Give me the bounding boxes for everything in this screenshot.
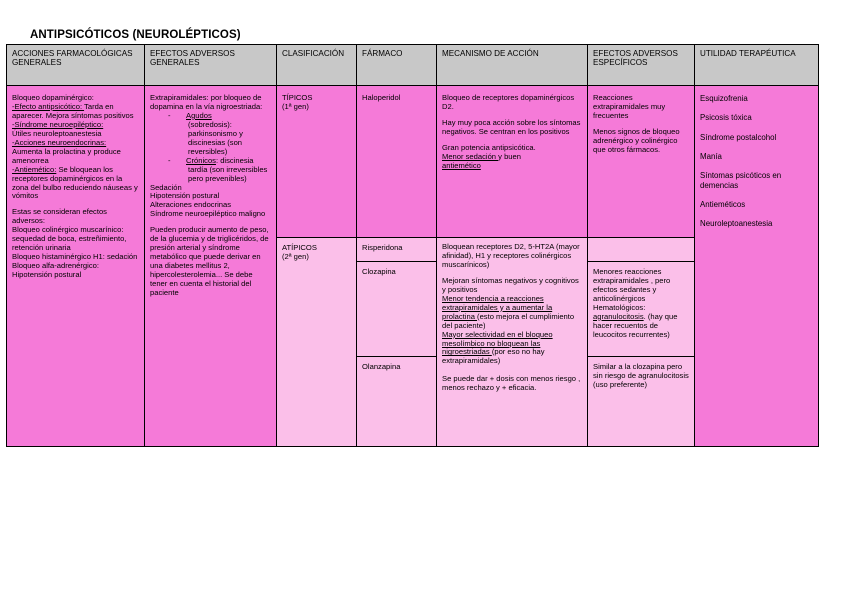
- header-efectos-generales: EFECTOS ADVERSOS GENERALES: [144, 44, 277, 86]
- efectos-sindrome-maligno: Síndrome neuroepiléptico maligno: [150, 209, 266, 219]
- mecanismo-atipicos-selectividad: [442, 331, 582, 367]
- bullet-agudos: -: [168, 110, 171, 120]
- especificos-olanzapina: Similar a la clozapina pero sin riesgo de agranulocitosis (uso preferente): [593, 362, 689, 389]
- farmaco-clozapina-cell: [356, 261, 437, 357]
- mecanismo-tipicos-bloqueo: Bloqueo de receptores dopaminérgicos D2.: [442, 93, 575, 111]
- header-farmaco: FÁRMACO: [356, 44, 437, 86]
- header-clasificacion: CLASIFICACIÓN: [276, 44, 357, 86]
- acciones-efecto-antipsicotico-text: Tarda en aparecer. Mejora síntomas positivos: [12, 101, 134, 120]
- utilidad-cell: [694, 85, 819, 447]
- efectos-cronicos-label: Crónicos: [186, 155, 216, 165]
- mecanismo-atipicos-extrapiramidales-text: (esto mejora el cumplimiento del paciente): [442, 311, 575, 330]
- utilidad-item: Síntomas psicóticos en demencias: [700, 171, 782, 190]
- acciones-efecto-antipsicotico: [12, 103, 139, 121]
- header-efectos-especificos: EFECTOS ADVERSOS ESPECÍFICOS: [587, 44, 695, 86]
- utilidad-list: [700, 94, 813, 229]
- acciones-cell: [6, 85, 145, 447]
- clasificacion-tipicos-gen: (1ª gen): [282, 101, 309, 111]
- especificos-clozapina-cell: [587, 261, 695, 357]
- efectos-agudos-text: (sobredosis): parkinsonismo y discinesias (son reversibles): [188, 119, 243, 156]
- efectos-endocrinas: Alteraciones endocrinas: [150, 200, 232, 210]
- utilidad-item: Esquizofrenia: [700, 94, 748, 103]
- acciones-efecto-antipsicotico-label: -Efecto antipsicótico:: [12, 101, 85, 111]
- efectos-generales-cell: [144, 85, 277, 447]
- utilidad-item: Síndrome postalcohol: [700, 132, 777, 142]
- farmaco-haloperidol-cell: [356, 85, 437, 238]
- clasificacion-atipicos-gen: (2ª gen): [282, 251, 309, 261]
- mecanismo-atipicos-extrapiramidales: [442, 295, 582, 331]
- efectos-extrapiramidales: Extrapiramidales: por bloqueo de dopamina en la vía nigroestriada:: [150, 93, 263, 111]
- especificos-risperidona-cell: [587, 237, 695, 262]
- acciones-bloqueo-histaminergico: Bloqueo histaminérgico H1: sedación: [12, 252, 138, 262]
- mecanismo-tipicos-cell: [436, 85, 588, 238]
- efectos-hipotension: Hipotensión postural: [150, 191, 220, 201]
- especificos-clozapina-reacciones: Menores reacciones extrapiramidales , pero efectos sedantes y anticolinérgicos: [593, 267, 671, 303]
- mecanismo-atipicos-cell: [436, 237, 588, 447]
- mecanismo-tipicos-potencia: Gran potencia antipsicótica.: [442, 142, 536, 152]
- efectos-cronicos-text: : discinesia tardía (son irreversibles pero prevenibles): [188, 155, 268, 183]
- mecanismo-tipicos-sedacion-label: Menor sedación: [442, 151, 499, 161]
- document-title: ANTIPSICÓTICOS (NEUROLÉPTICOS): [30, 29, 241, 41]
- acciones-antiemetico-text: Se bloquean los receptores dopaminérgicos en la zona del bulbo reduciendo náuseas y vómitos: [12, 164, 138, 201]
- efectos-metabolicos: Pueden producir aumento de peso, de la glucemia y de triglicéridos, de presión arterial y síndrome metabólico que puede derivar en una diabetes mellitus 2, hipercolesterolemia... Se debe tener en cuenta el historial del paciente: [150, 225, 269, 298]
- acciones-antiemetico: [12, 166, 139, 202]
- mecanismo-atipicos-dosis: Se puede dar + dosis con menos riesgo , menos rechazo y + eficacia.: [442, 374, 581, 393]
- acciones-neuroepileptico-label: -Síndrome neuroepiléptico:: [12, 119, 104, 129]
- farmaco-haloperidol: Haloperidol: [362, 93, 401, 102]
- especificos-tipicos-bloqueo: Menos signos de bloqueo adrenérgico y colinérgico que otros fármacos.: [593, 126, 680, 154]
- mecanismo-atipicos-receptores: Bloquean receptores D2, 5-HT2A (mayor afinidad), H1 y receptores colinérgicos muscarínicos): [442, 242, 580, 269]
- especificos-clozapina-recuentos: . (hay que hacer recuentos de leucocitos recurrentes): [593, 311, 678, 339]
- especificos-clozapina-hematologicos: [593, 304, 689, 340]
- farmaco-risperidona: Risperidona: [362, 243, 403, 252]
- bullet-cronicos: -: [168, 155, 171, 165]
- mecanismo-atipicos-sintomas: Mejoran síntomas negativos y cognitivos y positivos: [442, 275, 579, 294]
- farmaco-risperidona-cell: [356, 237, 437, 262]
- acciones-antiemetico-label: -Antiemético:: [12, 164, 57, 174]
- utilidad-item: Manía: [700, 151, 722, 161]
- utilidad-item: Neuroleptoanestesia: [700, 219, 773, 229]
- clasificacion-atipicos-cell: [276, 237, 357, 447]
- acciones-neuroendocrinas-label: -Acciones neuroendocrinas:: [12, 137, 107, 147]
- clasificacion-tipicos: TÍPICOS: [282, 93, 313, 102]
- header-utilidad: UTILIDAD TERAPÉUTICA: [694, 44, 819, 86]
- mecanismo-atipicos-extrapiramidales-label: Menor tendencia a reacciones extrapiramidales y a aumentar la prolactina: [442, 293, 553, 321]
- mecanismo-tipicos-sintomas: Hay muy poca acción sobre los síntomas negativos. Se centran en los positivos: [442, 117, 581, 136]
- acciones-bloqueo-alfa: Bloqueo alfa-adrenérgico: Hipotensión postural: [12, 261, 99, 280]
- especificos-clozapina-agranulocitosis: agranulocitosis: [593, 311, 644, 321]
- utilidad-item: Antieméticos: [700, 199, 746, 209]
- mecanismo-tipicos-sedacion-text: y buen: [498, 151, 521, 161]
- clasificacion-tipicos-cell: [276, 85, 357, 238]
- especificos-tipicos-cell: [587, 85, 695, 238]
- especificos-clozapina-hematologicos-title: Hematológicos:: [593, 302, 646, 312]
- farmaco-olanzapina: Olanzapina: [362, 362, 401, 371]
- efectos-agudos: [150, 112, 271, 157]
- especificos-olanzapina-cell: [587, 356, 695, 447]
- header-acciones: ACCIONES FARMACOLÓGICAS GENERALES: [6, 44, 145, 86]
- mecanismo-atipicos-selectividad-text: (por eso no hay extrapiramidales): [442, 347, 545, 366]
- acciones-bloqueo-dopaminergico: Bloqueo dopaminérgico:: [12, 93, 94, 102]
- farmaco-clozapina: Clozapina: [362, 267, 396, 276]
- farmaco-olanzapina-cell: [356, 356, 437, 447]
- mecanismo-atipicos-selectividad-label: Mayor selectividad en el bloqueo mesolímbico no bloquean las nigroestriadas: [442, 329, 553, 357]
- acciones-bloqueo-colinergico: Bloqueo colinérgico muscarínico: sequedad de boca, estreñimiento, retención urinaria: [12, 225, 127, 253]
- acciones-neuroepileptico-text: Útiles neuroleptoanestesia: [12, 128, 102, 138]
- utilidad-item: Psicosis tóxica: [700, 113, 752, 123]
- especificos-tipicos-extrapiramidales: Reacciones extrapiramidales muy frecuentes: [593, 93, 666, 120]
- efectos-sedacion: Sedación: [150, 182, 182, 192]
- mecanismo-tipicos-sedacion: [442, 153, 582, 171]
- efectos-agudos-label: Agudos: [186, 110, 212, 120]
- mecanismo-tipicos-antiemetico: antiemético: [442, 160, 481, 170]
- clasificacion-atipicos: ATÍPICOS: [282, 243, 317, 252]
- efectos-cronicos: [150, 157, 271, 184]
- acciones-efectos-adversos-intro: Estas se consideran efectos adversos:: [12, 207, 107, 226]
- acciones-neuroendocrinas-text: Aumenta la prolactina y produce amenorrea: [12, 146, 121, 165]
- header-mecanismo: MECANISMO DE ACCIÓN: [436, 44, 588, 86]
